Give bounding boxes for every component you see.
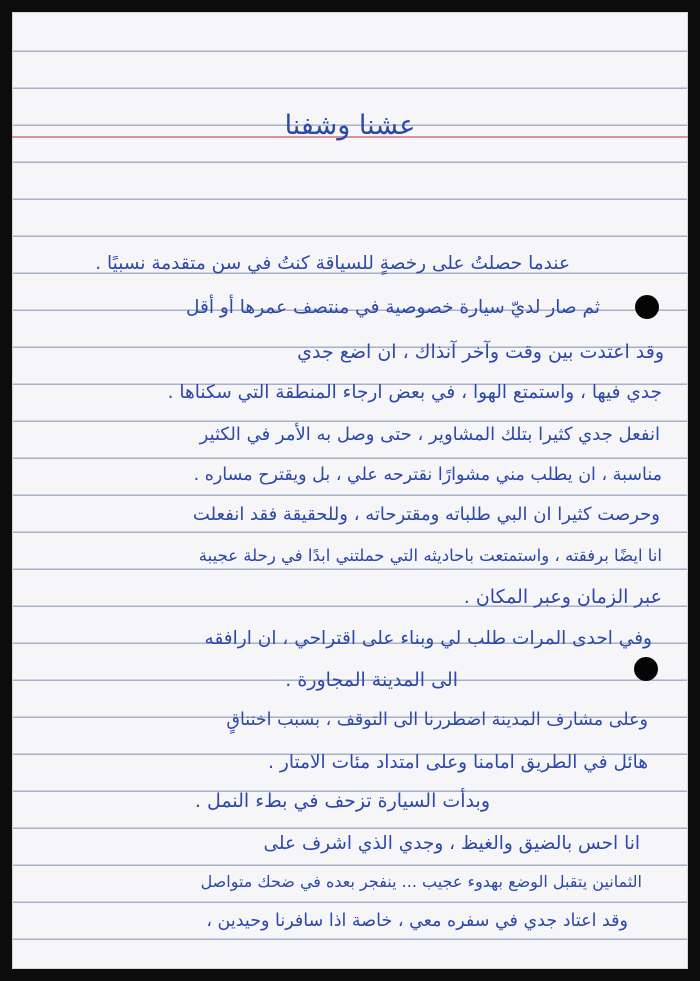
text-line-14: وبدأت السيارة تزحف في بطء النمل . — [194, 790, 490, 812]
text-line-10: وفي احدى المرات طلب لي وبناء على اقتراحي ، ان ارافقه — [204, 628, 652, 649]
page-title — [12, 112, 688, 139]
text-line-9: عبر الزمان وعبر المكان . — [463, 586, 662, 608]
text-line-2: ثم صار لديّ سيارة خصوصية في منتصف عمرها أو أقل — [185, 297, 600, 318]
binder-hole-bottom — [634, 657, 658, 681]
text-line-11: الى المدينة المجاورة . — [285, 669, 458, 691]
text-line-17: وقد اعتاد جدي في سفره معي ، خاصة اذا سافرنا وحيدين ، — [206, 911, 628, 931]
text-line-7: وحرصت كثيرا ان البي طلباته ومقترحاته ، وللحقيقة فقد انفعلت — [192, 504, 660, 525]
text-line-4: جدي فيها ، واستمتع الهوا ، في بعض ارجاء المنطقة التي سكناها . — [167, 382, 662, 403]
page-title-text: عشنا وشفنا — [284, 110, 416, 141]
text-line-3: وقد اعتدت بين وقت وآخر آنذاك ، ان اضع جدي — [297, 341, 664, 363]
text-line-5: انفعل جدي كثيرا بتلك المشاوير ، حتى وصل به الأمر في الكثير — [199, 424, 660, 445]
text-line-6: مناسبة ، ان يطلب مني مشوارًا نقترحه علي ، بل ويقترح مساره . — [193, 465, 662, 485]
text-line-1: عندما حصلتُ على رخصةٍ للسياقة كنتُ في سن متقدمة نسبيًا . — [95, 253, 570, 274]
text-line-16: الثمانين يتقبل الوضع بهدوء عجيب ... ينفجر بعده في ضحك متواصل — [200, 872, 642, 891]
text-line-13: هائل في الطريق امامنا وعلى امتداد مئات الامتار . — [268, 752, 648, 773]
binder-hole-top — [635, 295, 659, 319]
text-line-12: وعلى مشارف المدينة اضطررنا الى التوقف ، بسبب اختناقٍ — [226, 710, 648, 730]
text-line-15: انا احس بالضيق والغيظ ، وجدي الذي اشرف على — [263, 833, 640, 854]
notebook-page — [12, 12, 688, 969]
text-line-8: انا ايضًا برفقته ، واستمتعت باحاديثه التي حملتني ابدًا في رحلة عجيبة — [198, 546, 662, 565]
